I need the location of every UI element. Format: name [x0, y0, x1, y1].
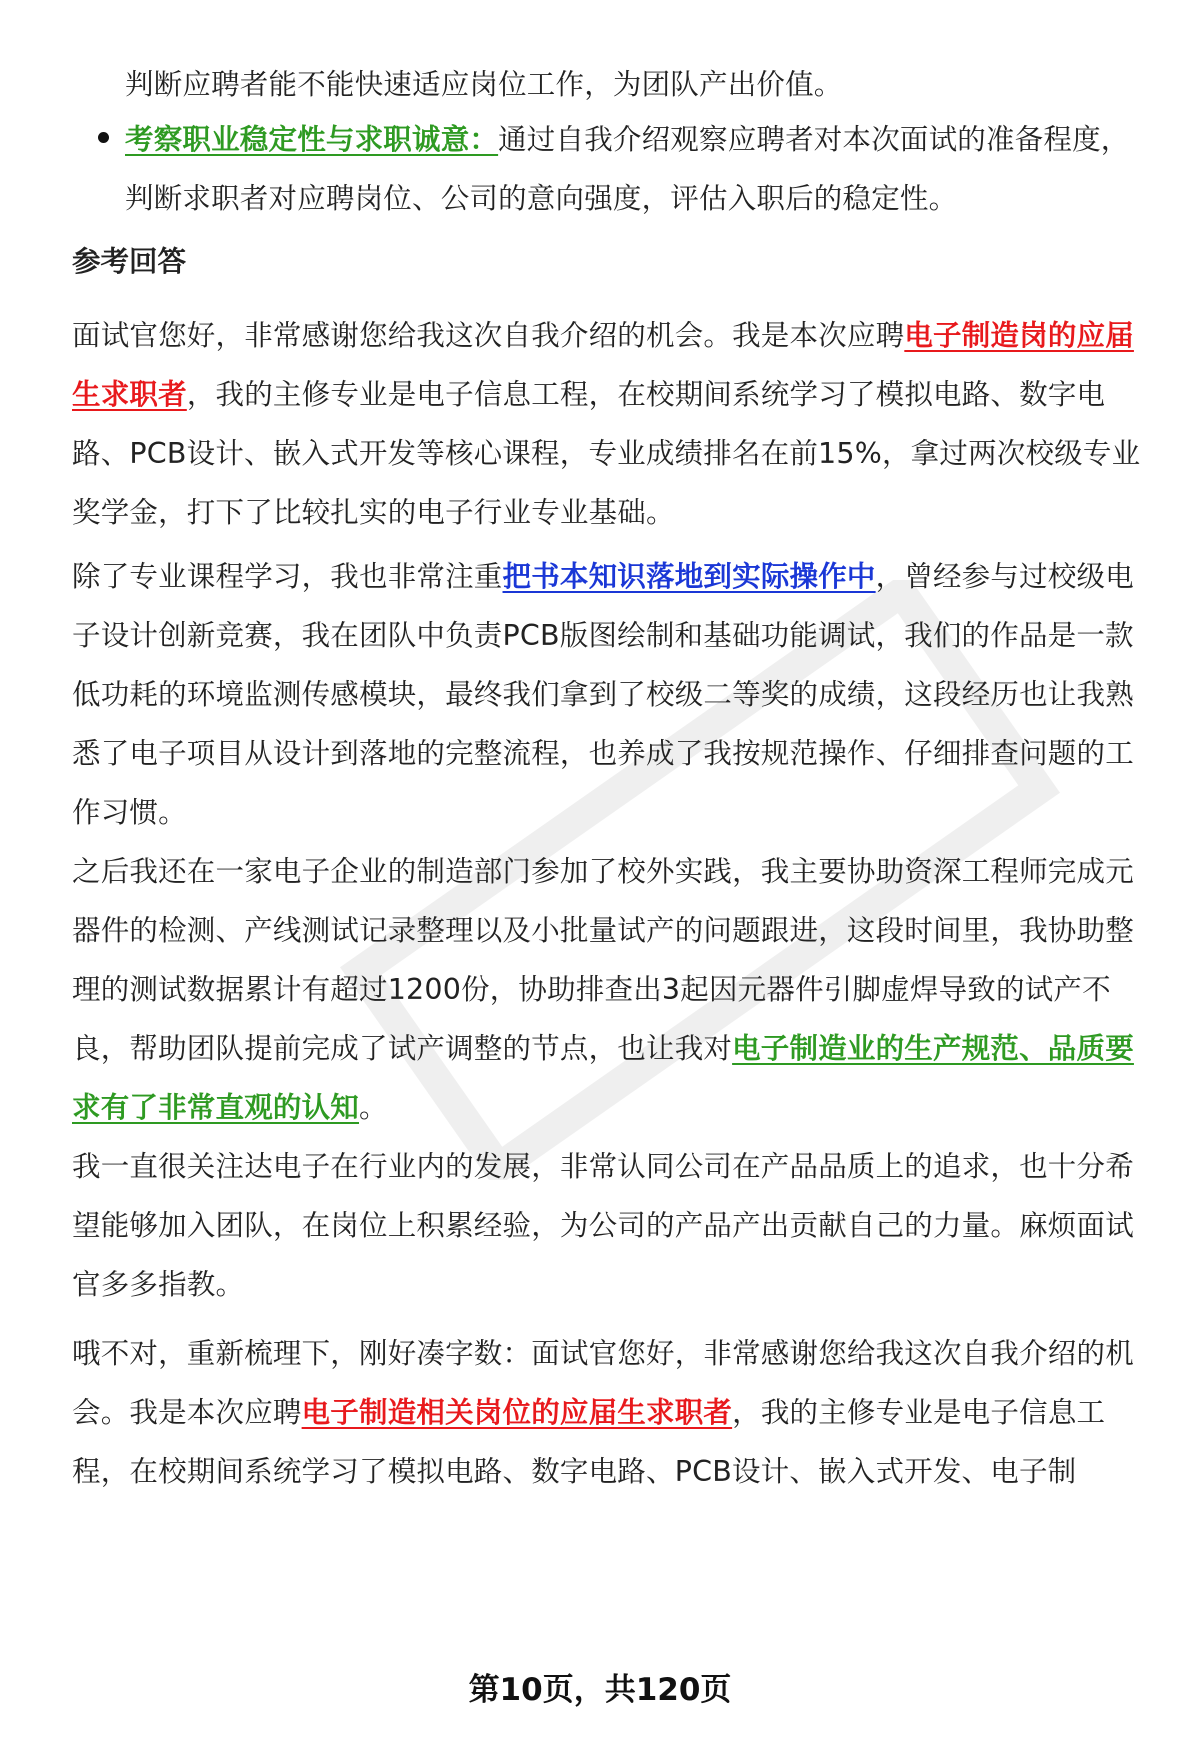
p1-highlight: 电子制造岗的应届生求职者	[72, 319, 1134, 411]
p1-text-before: 面试官您好，非常感谢您给我这次自我介绍的机会。我是本次应聘	[72, 319, 905, 352]
bullet-item	[125, 110, 1148, 228]
bullet-dot-icon	[98, 132, 109, 143]
paragraph-5	[72, 1324, 1148, 1501]
p2-text-after: ，曾经参与过校级电子设计创新竞赛，我在团队中负责PCB版图绘制和基础功能调试，我们的作品是一款低功耗的环境监测传感模块，最终我们拿到了校级二等奖的成绩，这段经历也让我熟悉了电子项目从设计到落地的完整流程，也养成了我按规范操作、仔细排查问题的工作习惯。	[72, 560, 1134, 829]
paragraph-2	[72, 547, 1148, 842]
p3-highlight: 电子制造业的生产规范、品质要求有了非常直观的认知	[72, 1032, 1134, 1124]
p5-text-after: ，我的主修专业是电子信息工程，在校期间系统学习了模拟电路、数字电路、PCB设计、嵌入式开发、电子制	[72, 1396, 1106, 1488]
paragraph-4: 我一直很关注达电子在行业内的发展，非常认同公司在产品品质上的追求，也十分希望能够加入团队，在岗位上积累经验，为公司的产品产出贡献自己的力量。麻烦面试官多多指教。	[72, 1150, 1134, 1301]
paragraph-3	[72, 842, 1148, 1137]
section-heading: 参考回答	[72, 245, 187, 278]
paragraph-1	[72, 306, 1148, 542]
p5-text-before: 哦不对，重新梳理下，刚好凑字数：面试官您好，非常感谢您给我这次自我介绍的机会。我是本次应聘	[72, 1337, 1134, 1429]
p2-text-before: 除了专业课程学习，我也非常注重	[72, 560, 503, 593]
p2-highlight: 把书本知识落地到实际操作中	[502, 560, 876, 593]
page-footer: 第10页，共120页	[468, 1672, 732, 1708]
bullet-title: 考察职业稳定性与求职诚意：	[125, 123, 499, 156]
p3-text-before: 之后我还在一家电子企业的制造部门参加了校外实践，我主要协助资深工程师完成元器件的检测、产线测试记录整理以及小批量试产的问题跟进，这段时间里，我协助整理的测试数据累计有超过1200份，协助排查出3起因元器件引脚虚焊导致的试产不良，帮助团队提前完成了试产调整的节点，也让我对	[72, 855, 1134, 1065]
p1-text-after: ，我的主修专业是电子信息工程，在校期间系统学习了模拟电路、数字电路、PCB设计、嵌入式开发等核心课程，专业成绩排名在前15%，拿过两次校级专业奖学金，打下了比较扎实的电子行业专业基础。	[72, 378, 1141, 529]
p3-text-after: 。	[359, 1091, 388, 1124]
bullet-text: 通过自我介绍观察应聘者对本次面试的准备程度，判断求职者对应聘岗位、公司的意向强度，评估入职后的稳定性。	[125, 123, 1130, 215]
p5-highlight: 电子制造相关岗位的应届生求职者	[301, 1396, 733, 1429]
intro-line: 判断应聘者能不能快速适应岗位工作，为团队产出价值。	[125, 68, 843, 101]
